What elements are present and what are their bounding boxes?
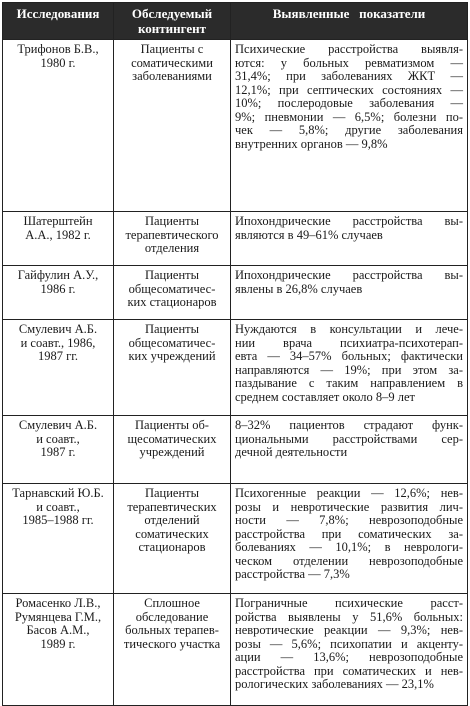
- contingent-cell-line: общесоматичес-: [128, 281, 216, 296]
- contingent-cell-line: Пациенты: [144, 268, 200, 282]
- findings-cell-line: Психогенные реакции — 12,6%; нев-: [235, 486, 463, 500]
- contingent-cell-line: терапевтического: [125, 227, 219, 242]
- contingent-cell-line: Сплошное: [144, 596, 200, 610]
- contingent-cell-line: Пациенты с: [140, 42, 204, 56]
- data-table: [2, 2, 468, 706]
- study-cell: [3, 212, 114, 266]
- contingent-cell-line: соматических: [135, 526, 209, 541]
- table-row: [3, 594, 468, 706]
- contingent-cell-line: больных терапев-: [125, 623, 219, 637]
- study-cell-line: 1987 г.: [40, 445, 76, 459]
- findings-cell: [231, 266, 468, 320]
- findings-cell-line: ческом отделении неврозоподобные: [235, 553, 463, 568]
- study-cell: [3, 484, 114, 594]
- header-row: [3, 3, 468, 40]
- findings-cell: [231, 594, 468, 706]
- contingent-cell-line: щесоматических: [127, 431, 217, 446]
- findings-cell-line: 31,4%; при заболеваниях ЖКТ —: [235, 69, 463, 83]
- findings-cell-line: нии врача психиатра-психотерап-: [235, 335, 463, 350]
- findings-cell-line: болеваниях — 10,1%; в неврологи-: [235, 540, 463, 554]
- contingent-cell: [114, 212, 231, 266]
- contingent-cell-line: отделений: [144, 513, 200, 527]
- findings-cell: [231, 416, 468, 484]
- contingent-cell: [114, 416, 231, 484]
- findings-cell-line: расстройства при соматических за-: [235, 526, 463, 541]
- findings-cell-line: являются в 49–61% случаев: [235, 227, 383, 242]
- contingent-cell-line: ких стационаров: [127, 295, 217, 309]
- study-cell-line: Тарнавский Ю.Б.: [12, 486, 104, 500]
- findings-cell: [231, 484, 468, 594]
- study-cell-line: Ромасенко Л.В.,: [15, 596, 101, 610]
- study-cell-line: и соавт.,: [36, 499, 80, 514]
- findings-cell-line: Ипохондрические расстройства вы-: [235, 268, 463, 282]
- findings-cell-line: дечной деятельности: [235, 445, 348, 459]
- contingent-cell-line: ких учреждений: [128, 349, 216, 363]
- table-row: [3, 212, 468, 266]
- findings-cell-line: внутренних органов — 9,8%: [235, 136, 388, 151]
- findings-cell-line: среднем составляет около 8–9 лет: [235, 389, 416, 404]
- contingent-cell-line: Пациенты: [144, 322, 200, 336]
- study-cell: [3, 594, 114, 706]
- findings-cell-line: направляются — 19%; при этом за-: [235, 362, 463, 377]
- study-cell-line: 1980 г.: [40, 55, 76, 70]
- study-cell-line: Гайфулин А.У.,: [17, 268, 99, 282]
- study-cell-line: и соавт.,: [36, 431, 80, 446]
- header-findings: Выявленные показатели: [231, 3, 468, 40]
- study-cell-line: Трифонов Б.В.,: [17, 42, 99, 56]
- findings-cell-line: розы — 5,6%; психопатии и акценту-: [235, 636, 463, 651]
- contingent-cell-line: терапевтических: [127, 499, 217, 514]
- header-studies: Исследования: [3, 3, 114, 40]
- findings-cell-line: Психические расстройства выявля-: [235, 42, 463, 56]
- findings-cell-line: ются: у больных ревматизмом —: [235, 55, 463, 70]
- findings-cell-line: паздывание с таким направлением в: [235, 376, 463, 390]
- table-row: [3, 416, 468, 484]
- study-cell: [3, 40, 114, 212]
- study-cell-line: Смулевич А.Б.: [18, 322, 98, 336]
- contingent-cell-line: Пациенты: [144, 486, 200, 500]
- findings-cell-line: Нуждаются в консультации и лече-: [235, 322, 463, 336]
- study-cell-line: 1989 г.: [40, 636, 76, 651]
- findings-cell-line: ности — 7,8%; неврозоподобные: [235, 513, 463, 527]
- contingent-cell-line: стационаров: [138, 540, 206, 554]
- contingent-cell-line: обследование: [135, 609, 209, 624]
- findings-cell-line: 12,1%; при септических состояниях —: [235, 82, 463, 97]
- study-cell-line: и соавт., 1986,: [20, 335, 96, 350]
- findings-cell-line: 10%; послеродовые заболевания —: [235, 96, 463, 110]
- table-row: [3, 484, 468, 594]
- study-cell-line: 1986 г.: [40, 281, 76, 296]
- findings-cell-line: Ипохондрические расстройства вы-: [235, 214, 463, 228]
- study-cell-line: Румянцева Г.М.,: [14, 609, 102, 624]
- findings-cell-line: 9%; пневмонии — 6,5%; болезни по-: [235, 109, 463, 124]
- findings-cell: [231, 320, 468, 416]
- study-cell: [3, 320, 114, 416]
- findings-cell-line: ройства выявлены у 51,6% больных:: [235, 609, 463, 624]
- study-cell: [3, 266, 114, 320]
- findings-cell-line: ации — 13,6%; неврозоподобные: [235, 650, 463, 664]
- study-cell: [3, 416, 114, 484]
- findings-cell-line: невротические реакции — 9,3%; нев-: [235, 623, 463, 637]
- contingent-cell: [114, 320, 231, 416]
- contingent-cell-line: Пациенты: [144, 214, 200, 228]
- findings-cell-line: явлены в 26,8% случаев: [235, 281, 363, 296]
- study-cell-line: А.А., 1982 г.: [25, 227, 91, 242]
- findings-cell-line: Пограничные психические расст-: [235, 596, 463, 610]
- contingent-cell: [114, 484, 231, 594]
- findings-cell-line: циональными расстройствами сер-: [235, 431, 463, 446]
- table-row: [3, 320, 468, 416]
- contingent-cell-line: заболеваниями: [132, 69, 212, 83]
- header-contingent: Обследуемый контингент: [114, 3, 231, 40]
- findings-cell-line: расстройства при соматических и нев-: [235, 663, 463, 678]
- study-cell-line: Басов А.М.,: [26, 623, 90, 637]
- contingent-cell-line: Пациенты об-: [135, 418, 209, 432]
- findings-cell-line: евта — 34–57% больных; фактически: [235, 349, 463, 363]
- study-cell-line: 1985–1988 гг.: [22, 513, 94, 527]
- study-cell-line: Шатерштейн: [23, 214, 93, 228]
- contingent-cell-line: отделения: [144, 241, 200, 255]
- contingent-cell: [114, 266, 231, 320]
- contingent-cell: [114, 594, 231, 706]
- contingent-cell: [114, 40, 231, 212]
- study-cell-line: 1987 гг.: [37, 349, 79, 363]
- contingent-cell-line: тического участка: [123, 636, 221, 651]
- findings-cell-line: розы и невротические развития лич-: [235, 499, 463, 514]
- contingent-cell-line: учреждений: [139, 445, 205, 459]
- findings-cell-line: чек — 5,8%; другие заболевания: [235, 123, 463, 137]
- findings-cell-line: 8–32% пациентов страдают функ-: [235, 418, 463, 432]
- contingent-cell-line: соматическими: [131, 55, 213, 70]
- study-cell-line: Смулевич А.Б.: [18, 418, 98, 432]
- findings-cell-line: рологических заболеваниях — 23,1%: [235, 677, 434, 691]
- contingent-cell-line: общесоматичес-: [128, 335, 216, 350]
- findings-cell: [231, 212, 468, 266]
- table-row: [3, 266, 468, 320]
- findings-cell-line: расстройства — 7,3%: [235, 567, 350, 581]
- table-row: [3, 40, 468, 212]
- findings-cell: [231, 40, 468, 212]
